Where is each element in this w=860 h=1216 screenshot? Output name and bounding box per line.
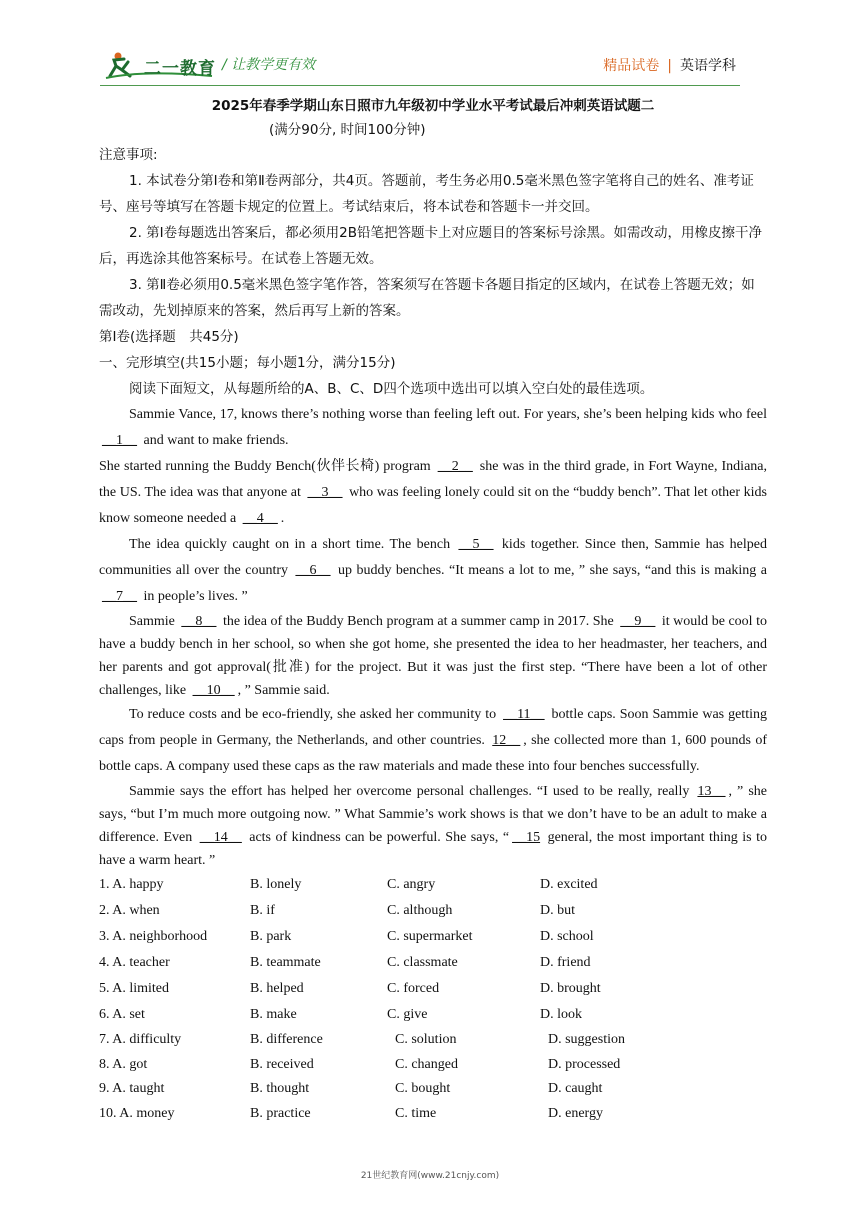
option-b: B. thought <box>250 1081 310 1096</box>
option-c: C. solution <box>395 1032 457 1047</box>
option-a: 10. A. money <box>99 1105 175 1121</box>
option-row <box>99 976 767 1002</box>
option-d: D. excited <box>540 877 598 892</box>
passage-paragraph <box>99 610 767 702</box>
option-c: C. forced <box>387 981 440 996</box>
passage-text: . <box>280 511 285 526</box>
passage-text: she was in the third grade, in Fort Wayne, Indiana, the US. The idea was that anyone at <box>99 459 768 500</box>
passage-text: kids together. Since then, Sammie has helped communities all over the country <box>99 537 767 578</box>
notice-item: 2. 第Ⅰ卷每题选出答案后，都必须用2B铅笔把答题卡上对应题目的答案标号涂黑。如需改动，用橡皮擦干净后，再选涂其他答案标号。在试卷上答题无效。 <box>99 225 763 267</box>
blank-14: __14__ <box>199 830 242 845</box>
passage-text: Sammie says the effort has helped her overcome personal challenges. “I used to be really, really <box>129 784 695 799</box>
option-row <box>99 1028 767 1053</box>
option-c: C. supermarket <box>387 929 473 944</box>
option-d: D. processed <box>548 1056 621 1072</box>
option-b: B. received <box>250 1056 314 1072</box>
blank-9: __9__ <box>620 614 656 629</box>
option-a: 6. A. set <box>99 1007 145 1022</box>
notice-item: 3. 第Ⅱ卷必须用0.5毫米黑色签字笔作答，答案须写在答题卡各题目指定的区域内，在试卷上答题无效；如需改动，先划掉原来的答案，然后再写上新的答案。 <box>99 277 755 319</box>
exam-content <box>99 94 767 1126</box>
option-a: 4. A. teacher <box>99 955 170 970</box>
passage-paragraph <box>99 532 767 610</box>
blank-2: __2__ <box>437 459 473 474</box>
exam-subtitle: (满分90分, 时间100分钟) <box>269 122 426 138</box>
option-a: 7. A. difficulty <box>99 1032 182 1047</box>
blank-11: __11__ <box>503 707 545 722</box>
option-d: D. suggestion <box>548 1032 625 1047</box>
option-a: 9. A. taught <box>99 1081 165 1096</box>
option-b: B. make <box>250 1007 297 1022</box>
passage-text: and want to make friends. <box>140 433 289 448</box>
brand-name: 二一教育 <box>144 59 216 78</box>
passage-paragraph <box>99 780 767 872</box>
blank-1: __1__ <box>102 433 137 448</box>
header-rule <box>100 85 740 86</box>
passage-text: Sammie <box>129 614 179 629</box>
blank-5: __5__ <box>458 537 494 552</box>
header-divider: | <box>667 58 672 74</box>
passage-text: it would be cool to have a buddy bench in her school, so when she got home, she presented the idea to her headmaster, her teachers, and her parents and got approval(批准) for the project. But it was just the first step. “There have been a lot of other challenges, like <box>99 614 767 698</box>
option-c: C. bought <box>395 1081 451 1096</box>
option-c: C. angry <box>387 877 436 892</box>
passage-paragraph <box>99 402 767 454</box>
blank-4: __4__ <box>242 511 278 526</box>
option-a: 1. A. happy <box>99 877 164 892</box>
option-d: D. school <box>540 929 594 944</box>
passage-text: To reduce costs and be eco-friendly, she asked her community to <box>129 707 501 722</box>
section-heading: 第Ⅰ卷(选择题 共45分) <box>99 329 239 345</box>
option-c: C. although <box>387 903 453 918</box>
option-d: D. brought <box>540 981 601 996</box>
exam-title: 2025年春季学期山东日照市九年级初中学业水平考试最后冲刺英语试题二 <box>211 98 655 114</box>
answer-options <box>99 872 767 1126</box>
passage-text: , she collected more than 1, 600 pounds of bottle caps. A company used these caps as the raw materials and made these into four benches successfully. <box>99 733 767 774</box>
passage-text: who was feeling lonely could sit on the “buddy bench”. That let other kids know someone needed a <box>99 485 767 526</box>
premium-tag: 精品试卷 <box>603 58 660 74</box>
option-row <box>99 924 767 950</box>
option-a: 5. A. limited <box>99 981 169 996</box>
part-instruction: 阅读下面短文，从每题所给的A、B、C、D四个选项中选出可以填入空白处的最佳选项。 <box>129 381 654 397</box>
option-row <box>99 1053 767 1078</box>
option-row <box>99 898 767 924</box>
option-d: D. friend <box>540 955 591 970</box>
blank-6: __6__ <box>295 563 331 578</box>
option-b: B. lonely <box>250 877 302 892</box>
blank-12: 12__ <box>492 733 521 748</box>
option-b: B. difference <box>250 1032 323 1047</box>
blank-8: __8__ <box>181 614 217 629</box>
option-a: 2. A. when <box>99 903 160 918</box>
header-tags <box>603 55 736 75</box>
blank-10: __10__ <box>192 683 235 698</box>
option-d: D. look <box>540 1007 582 1022</box>
passage-paragraph <box>99 454 767 532</box>
option-c: C. give <box>387 1007 428 1022</box>
option-c: C. classmate <box>387 955 458 970</box>
option-a: 8. A. got <box>99 1056 148 1072</box>
passage-text: general, the most important thing is to have a warm heart. ” <box>99 830 767 868</box>
option-row <box>99 1102 767 1127</box>
option-row <box>99 1002 767 1028</box>
passage-text: acts of kindness can be powerful. She says, “ <box>244 830 510 845</box>
option-c: C. time <box>395 1105 437 1121</box>
option-b: B. teammate <box>250 955 321 970</box>
notice-item: 1. 本试卷分第Ⅰ卷和第Ⅱ卷两部分，共4页。答题前，考生务必用0.5毫米黑色签字笔将自己的姓名、准考证号、座号等填写在答题卡规定的位置上。考试结束后，将本试卷和答题卡一并交回。 <box>99 173 754 215</box>
option-d: D. caught <box>548 1081 603 1096</box>
subject-label: 英语学科 <box>680 58 736 74</box>
notice-heading: 注意事项: <box>99 147 158 163</box>
option-b: B. if <box>250 903 275 918</box>
passage-text: up buddy benches. “It means a lot to me, ” she says, “and this is making a <box>333 563 768 578</box>
brand-slogan: / 让教学更有效 <box>222 57 316 73</box>
option-b: B. helped <box>250 981 304 996</box>
passage-text: The idea quickly caught on in a short time. The bench <box>129 537 456 552</box>
page-footer: 21世纪教育网(www.21cnjy.com) <box>360 1171 500 1181</box>
blank-15: __15 <box>512 830 541 845</box>
passage-text: in people’s lives. ” <box>140 589 248 604</box>
passage-text: , ” she says, “but I’m much more outgoing now. ” What Sammie’s work shows is that we don’t have to be an adult to make a difference. Even <box>99 784 767 845</box>
passage-text: the idea of the Buddy Bench program at a summer camp in 2017. She <box>219 614 618 629</box>
passage-text: , ” Sammie said. <box>237 683 330 698</box>
option-b: B. park <box>250 929 292 944</box>
option-a: 3. A. neighborhood <box>99 929 208 944</box>
blank-3: __3__ <box>307 485 343 500</box>
option-d: D. energy <box>548 1105 603 1121</box>
option-row <box>99 872 767 898</box>
blank-13: 13__ <box>697 784 726 799</box>
part-heading: 一、完形填空(共15小题；每小题1分，满分15分) <box>99 355 396 371</box>
page-header <box>0 0 860 90</box>
option-row <box>99 950 767 976</box>
option-b: B. practice <box>250 1105 311 1121</box>
option-d: D. but <box>540 903 575 918</box>
passage-text: She started running the Buddy Bench(伙伴长椅) program <box>99 459 435 474</box>
passage-paragraph <box>99 702 767 780</box>
blank-7: __7__ <box>102 589 137 604</box>
option-c: C. changed <box>395 1056 458 1072</box>
passage-text: Sammie Vance, 17, knows there’s nothing worse than feeling left out. For years, she’s been helping kids who feel <box>129 407 767 422</box>
passage-text: bottle caps. Soon Sammie was getting caps from people in Germany, the Netherlands, and other countries. <box>99 707 767 748</box>
option-row <box>99 1077 767 1102</box>
